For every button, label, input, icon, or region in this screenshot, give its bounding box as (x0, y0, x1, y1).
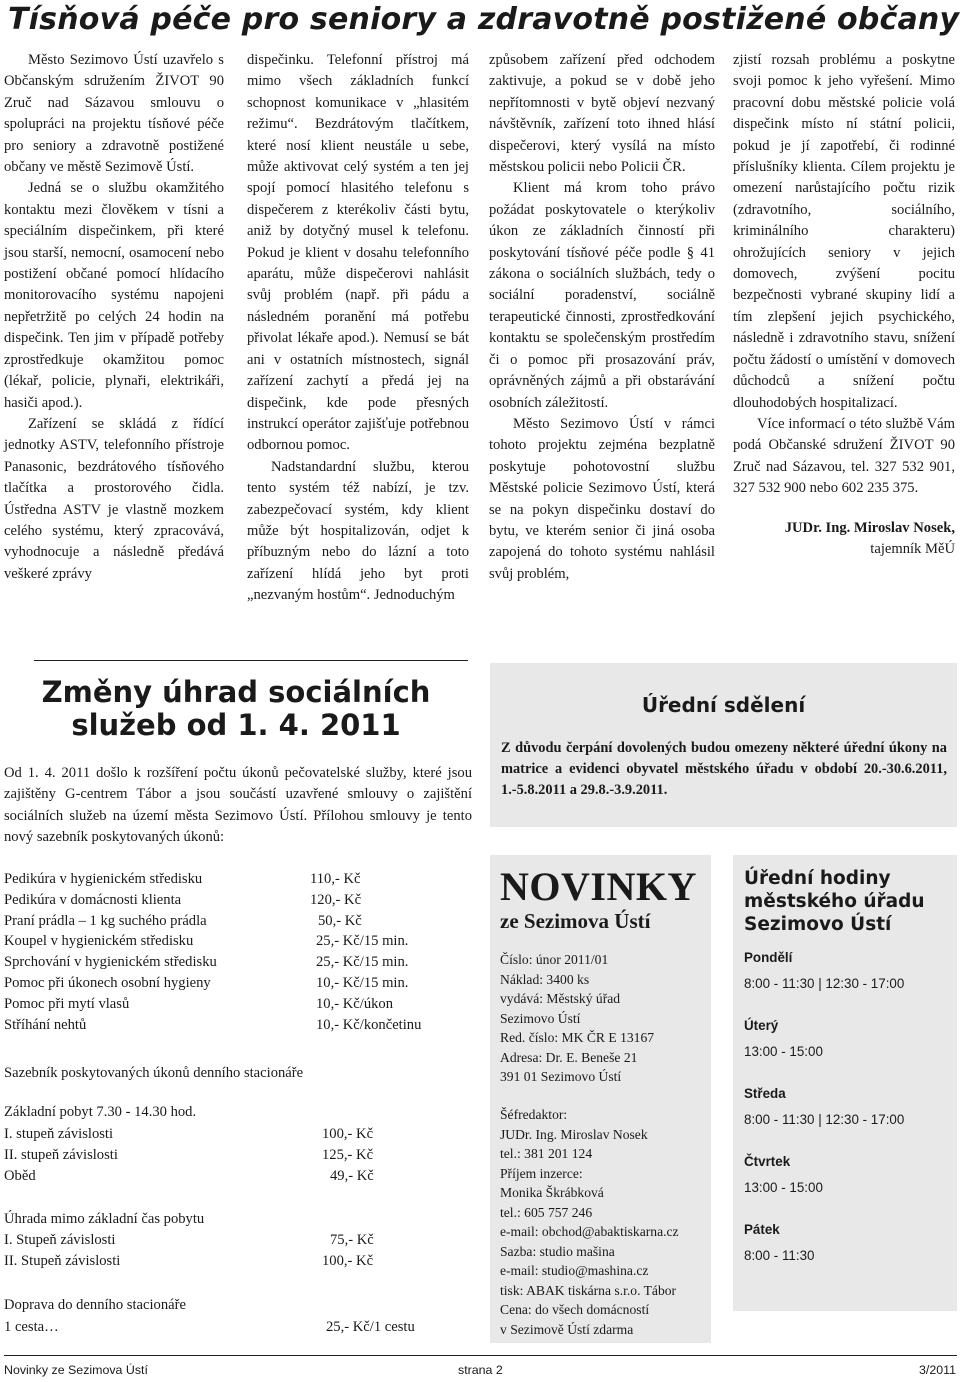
price-value: 10,- Kč/15 min. (316, 974, 409, 991)
fees-heading-line2: služeb od 1. 4. 2011 (71, 708, 401, 742)
price-value: 49,- Kč (330, 1167, 374, 1184)
price-row (4, 973, 472, 994)
price-row (4, 911, 472, 932)
price-value: 25,- Kč/1 cestu (326, 1319, 415, 1335)
fees-intro: Od 1. 4. 2011 došlo k rozšíření počtu úkonů pečovatelské služby, které jsou zajištěny G-centrem Tábor a jsou součástí uzavřené smlouvy o zajištění sociálních služeb na území města Sezimovo Ústí. Přílohou smlouvy je tento nový sazebník poskytovaných úkonů: (4, 765, 472, 846)
price-label: Pedikúra v domácnosti klienta (4, 891, 182, 908)
article-paragraph: způsobem zařízení před odchodem zaktivuje, a pokud se v době jeho nepřítomnosti v bytě objeví nezvaný návštěvník, zařízení toto ihned hlásí dispečerovi, který vysílá na místo městskou policii nebo Policii ČR. (489, 52, 715, 176)
office-hours-list (744, 948, 954, 1288)
price-row (4, 931, 472, 952)
price-label: Pomoc při úkonech osobní hygieny (4, 974, 211, 991)
extra-time-heading: Úhrada mimo základní čas pobytu (4, 1211, 205, 1227)
base-stay-heading: Základní pobyt 7.30 - 14.30 hod. (4, 1104, 197, 1120)
imprint-line: tel.: 605 757 246 (500, 1204, 593, 1220)
masthead-subtitle: ze Sezimova Ústí (500, 909, 651, 933)
office-hours-box (733, 855, 957, 1311)
transport-heading: Doprava do denního stacionáře (4, 1297, 186, 1313)
imprint-line: e-mail: studio@mashina.cz (500, 1263, 649, 1278)
services-price-list (4, 869, 472, 1035)
article-column-4 (733, 50, 955, 560)
office-hours-day (744, 1016, 954, 1062)
article-column-1 (4, 50, 224, 585)
imprint-line: 391 01 Sezimovo Ústí (500, 1069, 622, 1084)
price-row (4, 1251, 472, 1272)
price-label: I. stupeň závislosti (4, 1126, 114, 1142)
article-paragraph: dispečinku. Telefonní přístroj má mimo všech základních funkcí schopnost komunikace v „hlasitém režimu“. Bezdrátovým tlačítkem, které nosí klient neustále u sebe, může aktivovat celý systém a ten jej spojí pomocí hlasitého telefonu s dispečerem z kterékoliv části bytu, aniž by dotyčný musel k telefonu. Pokud je klient v dosahu telefonního aparátu, může dispečerovi nahlásit svůj problém (např. při pádu a následném poranění má potřebu přivolat lékaře apod.). Nemusí se bát ani v ostatních místnostech, signál zařízení zachytí a předá jej na dispečink, kde pode přesných instrukcí operátor zajišťuje potřebnou odbornou pomoc. (247, 52, 469, 454)
office-hours-day (744, 1220, 954, 1266)
notice-title: Úřední sdělení (641, 693, 806, 717)
page-title: Tísňová péče pro seniory a zdravotně postižené občany (8, 2, 960, 37)
imprint-line: Číslo: únor 2011/01 (500, 952, 609, 967)
imprint-editorial (500, 1105, 710, 1339)
imprint-line: Cena: do všech domácností (500, 1302, 650, 1317)
price-value: 120,- Kč (310, 891, 362, 908)
imprint-line: tel.: 381 201 124 (500, 1146, 593, 1161)
base-stay-price-list (4, 1124, 472, 1186)
imprint-line: Monika Škrábková (500, 1185, 604, 1200)
imprint-line: Sezimovo Ústí (500, 1010, 581, 1026)
price-label: Pomoc při mytí vlasů (4, 995, 130, 1012)
imprint-line: tisk: ABAK tiskárna s.r.o. Tábor (500, 1282, 677, 1298)
day-name: Pátek (744, 1222, 780, 1237)
price-value: 25,- Kč/15 min. (316, 954, 409, 971)
signature-name: JUDr. Ing. Miroslav Nosek, (784, 519, 955, 536)
price-row (4, 1145, 472, 1166)
article-paragraph: Jedná se o službu okamžitého kontaktu mezi člověkem v tísni a speciálním dispečinkem, při které jsou starší, nemocní, osamocení nebo postižení občané pomocí hlídacího monitorovacího systému napojeni nepřetržitě po celých 24 hodin na dispečink. Ten jim v případě potřeby zprostředkuje okamžitou pomoc (lékař, policie, plynaři, elektrikáři, hasiči apod.). (4, 180, 224, 411)
price-row (4, 952, 472, 973)
article-paragraph: Město Sezimovo Ústí uzavřelo s Občanským sdružením ŽIVOT 90 Zruč nad Sázavou smlouvu o spolupráci na projektu tísňové péče pro seniory a zdravotně postižené občany ve městě Sezimově Ústí. (4, 52, 224, 176)
price-row (4, 1166, 472, 1187)
price-value: 100,- Kč (322, 1252, 374, 1269)
footer-page-number: strana 2 (458, 1363, 503, 1377)
price-value: 100,- Kč (322, 1126, 374, 1142)
article-paragraph: Nadstandardní službu, kterou tento systém též nabízí, je tzv. zabezpečovací systém, kdy klient může být hospitalizován, odjet k příbuzným nebo do lázní a toto zařízení hlídá jeho byt proti „nezvaným hostům“. Jednoduchým (247, 458, 469, 604)
imprint-line: Adresa: Dr. E. Beneše 21 (500, 1049, 638, 1065)
day-hours: 13:00 - 15:00 (744, 1180, 823, 1195)
signature-role: tajemník MěÚ (870, 540, 955, 557)
section-divider (34, 660, 468, 661)
imprint-line: JUDr. Ing. Miroslav Nosek (500, 1126, 648, 1142)
price-label: Praní prádla – 1 kg suchého prádla (4, 912, 207, 929)
article-paragraph: Zařízení se skládá z řídící jednotky ASTV, telefonního přístroje Panasonic, bezdrátového tísňového tlačítka a prostorového čidla. Ústředna ASTV je vlastně mozkem celého systému, který zpracovává, vyhodnocuje a následně předává veškeré zprávy (4, 415, 224, 582)
imprint-line: e-mail: obchod@abaktiskarna.cz (500, 1224, 679, 1239)
price-value: 110,- Kč (310, 871, 361, 887)
price-row (4, 1230, 472, 1251)
day-name: Čtvrtek (744, 1154, 791, 1169)
imprint-line: Příjem inzerce: (500, 1165, 583, 1181)
imprint-publisher (500, 950, 705, 1087)
office-hours-day (744, 948, 954, 994)
article-column-2 (247, 50, 469, 607)
price-label: 1 cesta… (4, 1319, 59, 1335)
article-paragraph: Více informací o této službě Vám podá Občanské sdružení ŽIVOT 90 Zruč nad Sázavou, tel. 327 532 901, 327 532 900 nebo 602 235 375. (733, 415, 955, 497)
footer-publication: Novinky ze Sezimova Ústí (4, 1363, 148, 1377)
price-value: 25,- Kč/15 min. (316, 933, 409, 950)
notice-text: Z důvodu čerpání dovolených budou omezeny některé úřední úkony na matrice a evidenci obyvatel městského úřadu v období 20.-30.6.2011, 1.-5.8.2011 a 29.8.-3.9.2011. (501, 740, 947, 799)
footer-issue: 3/2011 (919, 1363, 956, 1377)
day-hours: 13:00 - 15:00 (744, 1044, 823, 1059)
imprint-line: Šéfredaktor: (500, 1107, 568, 1122)
price-label: Stříhání nehtů (4, 1016, 87, 1033)
price-label: II. stupeň závislosti (4, 1146, 118, 1163)
price-label: Sprchování v hygienickém středisku (4, 954, 217, 971)
notice-box (490, 663, 957, 827)
extra-time-price-list (4, 1230, 472, 1272)
price-label: Koupel v hygienickém středisku (4, 933, 194, 950)
price-row (4, 1015, 472, 1036)
office-hours-title: Úřední hodiny městského úřadu Sezimovo Ústí (744, 868, 925, 935)
masthead-box (490, 855, 711, 1343)
day-hours: 8:00 - 11:30 | 12:30 - 17:00 (744, 976, 905, 991)
price-value: 10,- Kč/končetinu (316, 1016, 422, 1033)
article-paragraph: Město Sezimovo Ústí v rámci tohoto projektu zejména bezplatně poskytuje pohotovostní službu Městské policie Sezimovo Ústí, která se na pokyn dispečinku dostaví do bytu, ve kterém senior či jiná osoba zapojená do tohoto systému nahlásil svůj problém, (489, 415, 715, 582)
imprint-line: Sazba: studio mašina (500, 1243, 615, 1259)
imprint-line: v Sezimově Ústí zdarma (500, 1321, 634, 1337)
day-name: Úterý (744, 1018, 779, 1033)
price-value: 75,- Kč (330, 1232, 374, 1248)
price-label: Oběd (4, 1167, 36, 1184)
price-row (4, 1124, 472, 1145)
price-value: 125,- Kč (322, 1146, 374, 1163)
price-row (4, 994, 472, 1015)
article-paragraph: Klient má krom toho právo požádat poskytovatele o kterýkoliv úkon ze základních činností při poskytování tísňové péče podle § 41 zákona o sociálních službách, tedy o sociální poradenství, sociálně terapeutické činnosti, zprostředkování kontaktu se společenským prostředím či o pomoc při prosazování práv, oprávněných zájmů a při obstarávání osobních záležitostí. (489, 180, 715, 411)
transport-row (4, 1317, 472, 1338)
imprint-line: Red. číslo: MK ČR E 13167 (500, 1030, 655, 1045)
price-row (4, 869, 472, 890)
price-row (4, 890, 472, 911)
fees-heading-line1: Změny úhrad sociálních (41, 675, 431, 709)
price-value: 10,- Kč/úkon (316, 995, 394, 1012)
day-hours: 8:00 - 11:30 | 12:30 - 17:00 (744, 1112, 905, 1127)
price-value: 50,- Kč (318, 912, 362, 929)
article-column-3 (489, 50, 715, 585)
price-label: I. Stupeň závislosti (4, 1232, 116, 1248)
imprint-line: vydává: Městský úřad (500, 991, 621, 1006)
imprint-line: Náklad: 3400 ks (500, 971, 590, 987)
article-paragraph: zjistí rozsah problému a poskytne svoji pomoc k jeho vyřešení. Mimo pracovní dobu městské policie volá dispečink místo ní státní policii, pokud je jí zapotřebí, či rodinné příslušníky klienta. Cílem projektu je omezení narůstajícího počtu rizik (zdravotního, sociálního, kriminálního charakteru) ohrožujících seniory v jejich domovech, zvýšení pocitu bezpečnosti vybrané skupiny lidí a tím zlepšení jejich psychického, následně i zdravotního stavu, snížení počtu žádostí o umístění v domovech důchodců a snížení počtu dlouhodobých hospitalizací. (733, 52, 955, 411)
price-label: II. Stupeň závislosti (4, 1252, 121, 1269)
office-hours-day (744, 1152, 954, 1198)
day-name: Středa (744, 1086, 786, 1101)
fees-heading (4, 676, 468, 742)
day-hours: 8:00 - 11:30 (744, 1248, 815, 1263)
day-name: Pondělí (744, 950, 793, 965)
footer-rule (4, 1355, 957, 1356)
masthead-name: NOVINKY (500, 864, 697, 909)
stacionar-heading: Sazebník poskytovaných úkonů denního stacionáře (4, 1065, 304, 1081)
price-label: Pedikúra v hygienickém středisku (4, 871, 203, 887)
office-hours-day (744, 1084, 954, 1130)
